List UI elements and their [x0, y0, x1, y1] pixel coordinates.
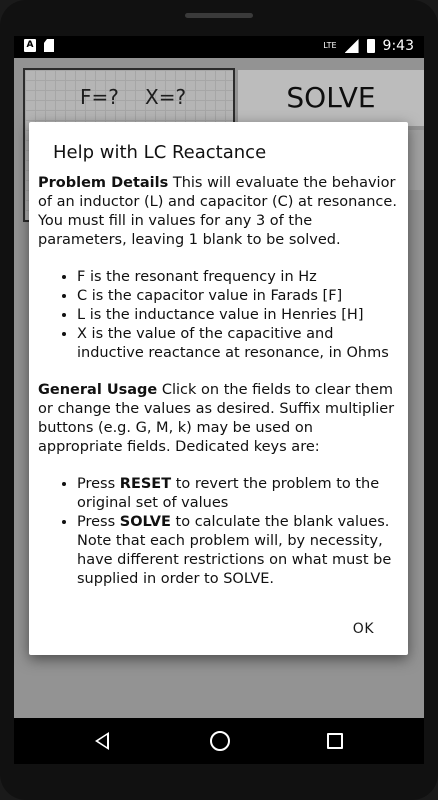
formula-x: X=? [145, 85, 187, 109]
problem-details-heading: Problem Details [38, 175, 169, 191]
ok-button[interactable]: OK [352, 621, 374, 637]
back-icon[interactable] [95, 732, 109, 750]
text: to calculate the blank values. Note that each problem will, by necessity, have different restrictions on what must be supplied in order to SOLVE. [77, 514, 392, 587]
navigation-bar [14, 718, 424, 764]
status-bar [14, 36, 424, 58]
list-item: • C is the capacitor value in Farads [F] [77, 287, 402, 306]
home-icon[interactable] [210, 731, 230, 751]
text: to revert the problem to the original set of values [77, 476, 380, 511]
list-item: • X is the value of the capacitive and inductive reactance at resonance, in Ohms [77, 325, 402, 363]
parameter-list [38, 268, 402, 363]
text: Press [77, 514, 120, 530]
list-item: • L is the inductance value in Henries [H] [77, 306, 402, 325]
key-name: RESET [119, 476, 172, 492]
help-dialog [29, 122, 408, 655]
battery-icon [367, 39, 375, 53]
problem-details-text: This will evaluate the behavior of an inductor (L) and capacitor (C) at resonance. You must fill in values for any 3 of the parameters, leaving 1 blank to be solved. [38, 175, 397, 248]
signal-icon [345, 39, 359, 53]
general-usage-text: Click on the fields to clear them or change the values as desired. Suffix multiplier buttons (e.g. G, M, k) may be used on appropriate fields. Dedicated keys are: [38, 382, 395, 455]
earpiece [185, 13, 253, 18]
key-name: SOLVE [119, 514, 171, 530]
general-usage-paragraph [38, 381, 402, 457]
problem-details-paragraph [38, 174, 402, 250]
keys-list [38, 475, 402, 589]
list-item [77, 475, 402, 513]
clock: 9:43 [382, 38, 414, 54]
network-type: LTE [323, 41, 337, 50]
dialog-body [38, 174, 402, 607]
sd-card-icon [44, 39, 54, 52]
dialog-title: Help with LC Reactance [53, 142, 267, 163]
text: Press [77, 476, 120, 492]
list-item: • F is the resonant frequency in Hz [77, 268, 402, 287]
app-badge-icon: A [24, 39, 36, 52]
list-item [77, 513, 402, 589]
formula-f: F=? [80, 85, 119, 109]
solve-button[interactable]: SOLVE [238, 70, 424, 126]
general-usage-heading: General Usage [38, 382, 158, 398]
recents-icon[interactable] [327, 733, 343, 749]
